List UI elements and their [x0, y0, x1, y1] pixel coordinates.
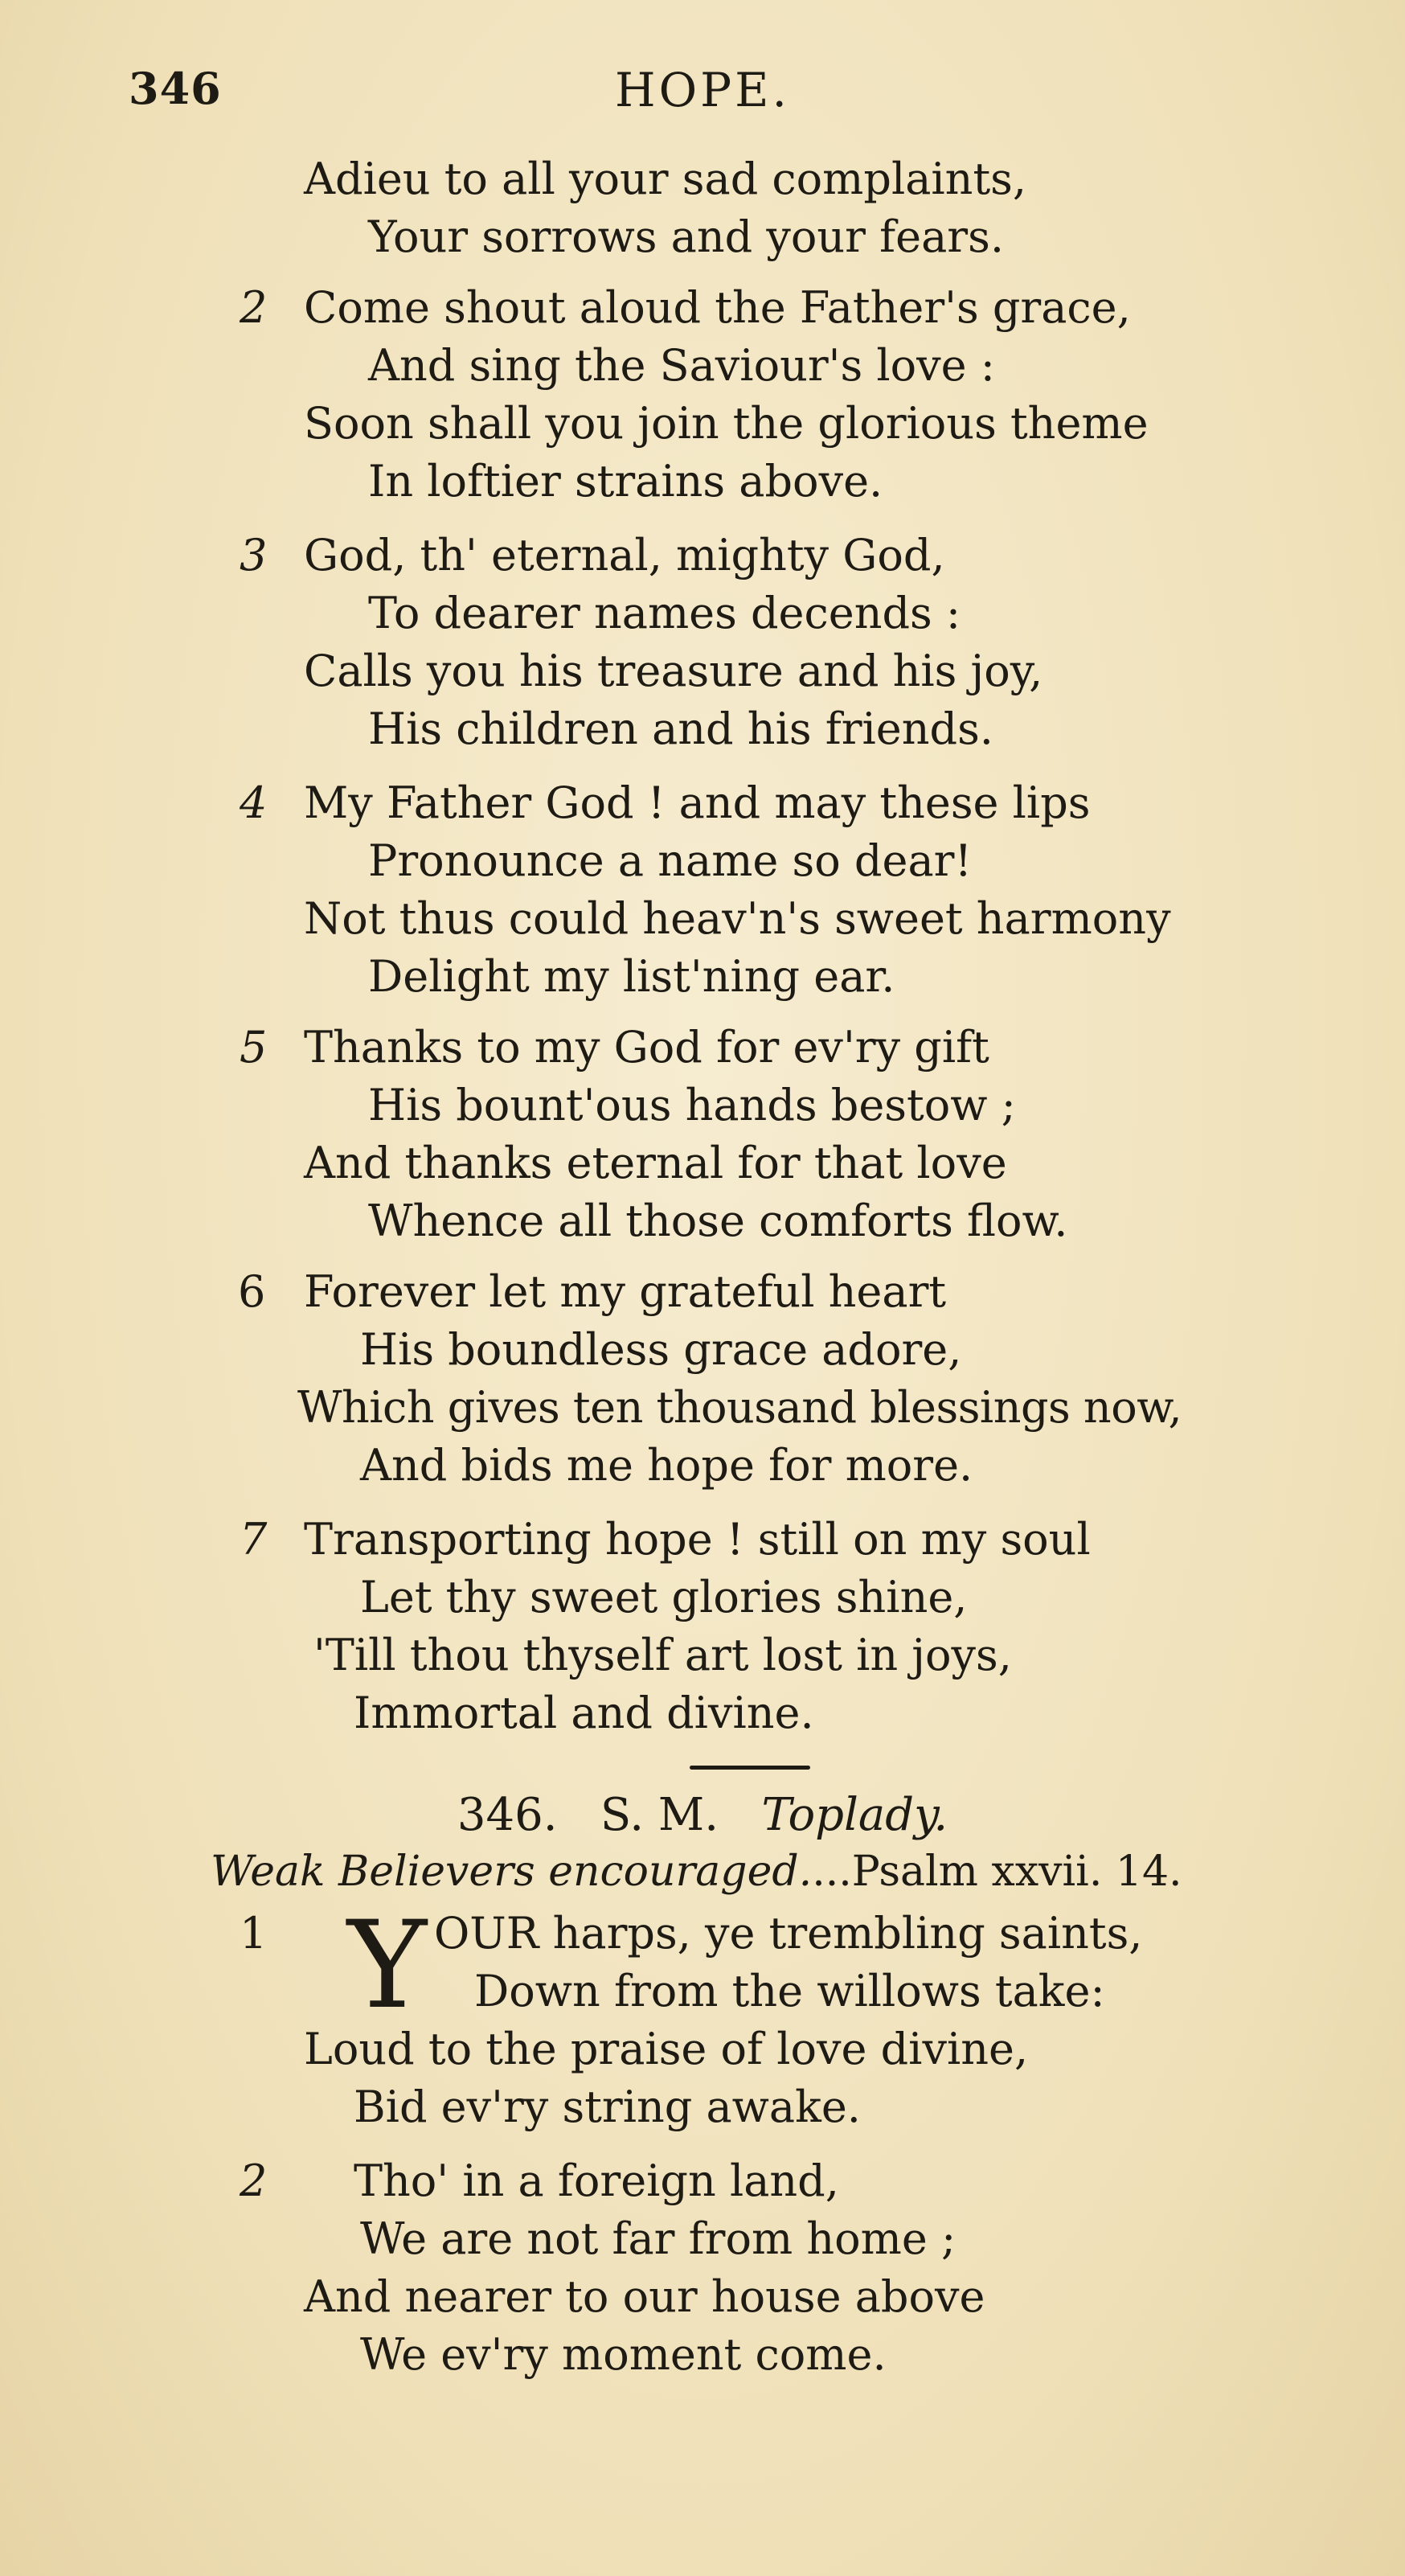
scripture-reference: ...Psalm xxvii. 14.	[812, 1848, 1182, 1896]
verse-line: Your sorrows and your fears.	[368, 211, 1004, 262]
verse-line: Loud to the praise of love divine,	[304, 2024, 1029, 2074]
verse-line: Delight my list'ning ear.	[368, 951, 895, 1002]
verse-line: In loftier strains above.	[368, 456, 883, 507]
verse-line: Forever let my grateful heart	[304, 1266, 947, 1317]
verse-line: Down from the willows take:	[474, 1966, 1105, 2016]
stanza-number: 1	[240, 1908, 268, 1959]
verse-line: Bid ev'ry string awake.	[354, 2082, 861, 2132]
stanza-number: 7	[240, 1514, 268, 1565]
verse-line: His children and his friends.	[368, 703, 993, 754]
verse-line: Adieu to all your sad complaints,	[304, 154, 1027, 204]
stanza-number: 5	[240, 1022, 268, 1073]
verse-line: Not thus could heav'n's sweet harmony	[304, 893, 1171, 944]
verse-line: OUR harps, ye trembling saints,	[434, 1908, 1143, 1959]
verse-line: And thanks eternal for that love	[304, 1138, 1007, 1188]
page-header	[0, 63, 1405, 127]
drop-cap: Y	[347, 1896, 428, 2036]
hymn-meter: S. M.	[600, 1789, 719, 1841]
verse-line: Let thy sweet glories shine,	[360, 1572, 968, 1622]
verse-line: To dearer names decends :	[368, 588, 961, 638]
verse-line: Come shout aloud the Father's grace,	[304, 282, 1131, 333]
running-title: HOPE.	[615, 63, 790, 117]
verse-line: And sing the Saviour's love :	[368, 340, 995, 391]
verse-line: And bids me hope for more.	[360, 1440, 973, 1491]
verse-line: Soon shall you join the glorious theme	[304, 398, 1149, 449]
hymn-author: Toplady.	[761, 1789, 948, 1841]
verse-line: Thanks to my God for ev'ry gift	[304, 1022, 989, 1073]
verse-line: We are not far from home ;	[360, 2213, 956, 2264]
verse-line: His boundless grace adore,	[360, 1324, 962, 1375]
page-number: 346	[129, 63, 222, 114]
verse-line: We ev'ry moment come.	[360, 2329, 887, 2380]
hymn-subtitle-line	[211, 1848, 1182, 1896]
stanza-number: 6	[238, 1266, 266, 1317]
stanza-number: 2	[240, 2156, 268, 2206]
verse-line: And nearer to our house above	[304, 2271, 985, 2322]
verse-line: Pronounce a name so dear!	[368, 835, 973, 886]
stanza-number: 3	[240, 530, 268, 580]
stanza-number: 4	[240, 777, 268, 828]
verse-line: Immortal and divine.	[354, 1688, 814, 1738]
hymn-heading	[0, 1789, 1405, 1841]
verse-line: Which gives ten thousand blessings now,	[297, 1382, 1182, 1433]
section-divider	[690, 1766, 810, 1770]
verse-line: God, th' eternal, mighty God,	[304, 530, 945, 580]
verse-line: 'Till thou thyself art lost in joys,	[313, 1630, 1012, 1680]
verse-line: Transporting hope ! still on my soul	[304, 1514, 1091, 1565]
verse-line: Calls you his treasure and his joy,	[304, 646, 1043, 696]
verse-line: Tho' in a foreign land,	[354, 2156, 839, 2206]
verse-line: Whence all those comforts flow.	[368, 1196, 1068, 1246]
stanza-number: 2	[240, 282, 268, 333]
verse-line: His bount'ous hands bestow ;	[368, 1080, 1016, 1130]
hymn-subtitle: Weak Believers encouraged.	[211, 1848, 813, 1896]
verse-line: My Father God ! and may these lips	[304, 777, 1091, 828]
hymn-number: 346.	[457, 1789, 558, 1841]
